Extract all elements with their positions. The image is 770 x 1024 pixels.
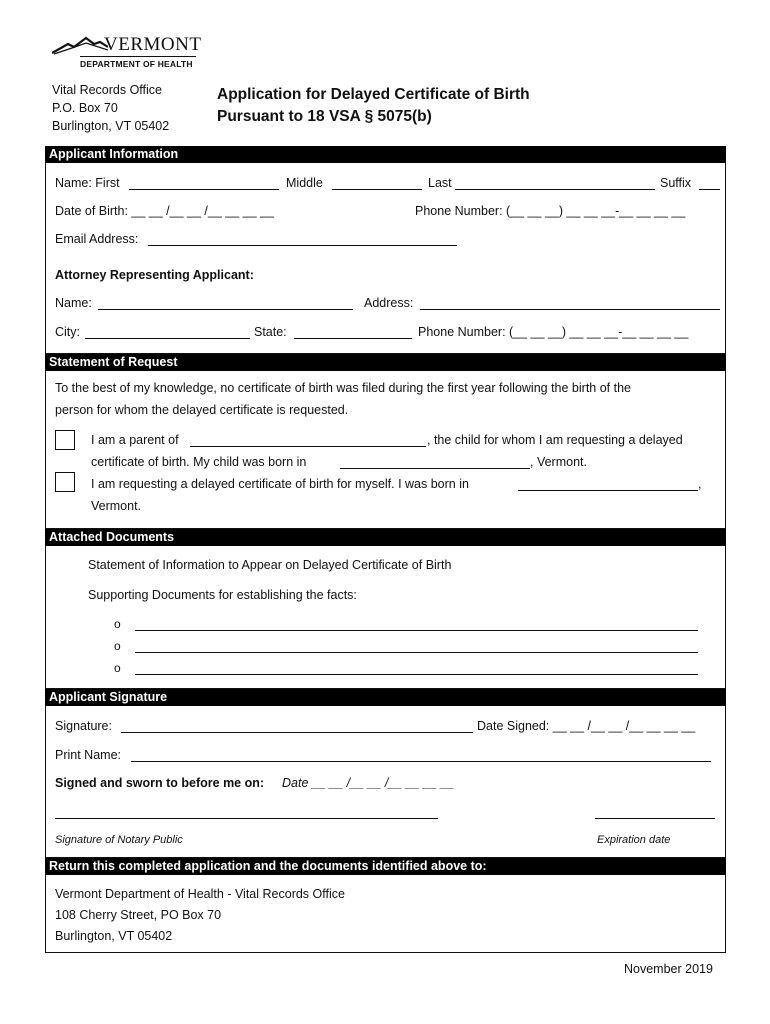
email-label: Email Address:: [55, 232, 139, 246]
self-option-comma: ,: [698, 477, 702, 491]
notary-signature-label: Signature of Notary Public: [55, 834, 183, 846]
attorney-state-label: State:: [254, 325, 287, 339]
office-address: [52, 81, 169, 135]
address-line: P.O. Box 70: [52, 101, 118, 115]
self-checkbox[interactable]: [55, 472, 75, 492]
attorney-address-label: Address:: [364, 296, 414, 310]
return-address-line-3: Burlington, VT 05402: [55, 929, 173, 943]
title-line-2: Pursuant to 18 VSA § 5075(b): [217, 108, 432, 125]
print-name-label: Print Name:: [55, 748, 121, 762]
print-name-field[interactable]: [131, 761, 711, 762]
attorney-phone-field[interactable]: Phone Number: (__ __ __) __ __ __-__ __ __ __: [418, 325, 689, 339]
title-line-1: Application for Delayed Certificate of Birth: [217, 86, 530, 103]
suffix-field[interactable]: [699, 189, 720, 190]
statement-intro-line-1: To the best of my knowledge, no certificate of birth was filed during the first year following the birth of the: [55, 381, 631, 395]
return-heading: Return this completed application and the documents identified above to:: [45, 858, 726, 875]
attorney-name-label: Name:: [55, 296, 92, 310]
self-option-text: I am requesting a delayed certificate of birth for myself. I was born in: [91, 477, 469, 491]
bullet-icon: o: [114, 617, 121, 631]
self-option-text-2: Vermont.: [91, 499, 142, 513]
signature-heading: Applicant Signature: [45, 689, 726, 706]
signature-section: [45, 689, 726, 858]
attached-doc-2: Supporting Documents for establishing the facts:: [88, 588, 357, 602]
last-name-label: Last: [428, 176, 452, 190]
parent-option-text: I am a parent of: [91, 433, 179, 447]
parent-option-text-3: certificate of birth. My child was born in: [91, 455, 307, 469]
signature-field[interactable]: [121, 732, 473, 733]
supporting-document-field[interactable]: [135, 630, 698, 631]
attorney-address-field[interactable]: [420, 309, 720, 310]
sworn-date-field[interactable]: Date __ __ /__ __ /__ __ __ __: [282, 776, 455, 790]
mountain-icon: [52, 36, 108, 56]
middle-name-field[interactable]: [332, 189, 422, 190]
return-address-line-1: Vermont Department of Health - Vital Records Office: [55, 887, 345, 901]
applicant-heading: Applicant Information: [45, 146, 726, 163]
attached-section: [45, 529, 726, 689]
middle-name-label: Middle: [286, 176, 323, 190]
signature-label: Signature:: [55, 719, 112, 733]
parent-checkbox[interactable]: [55, 430, 75, 450]
supporting-document-field[interactable]: [135, 652, 698, 653]
expiration-date-field[interactable]: [595, 818, 715, 819]
logo-word: VERMONT: [104, 34, 202, 55]
notary-signature-field[interactable]: [55, 818, 438, 819]
phone-number-field[interactable]: Phone Number: (__ __ __) __ __ __-__ __ __ __: [415, 204, 686, 218]
attorney-city-field[interactable]: [85, 338, 250, 339]
attached-heading: Attached Documents: [45, 529, 726, 546]
return-address-line-2: 108 Cherry Street, PO Box 70: [55, 908, 222, 922]
bullet-icon: o: [114, 661, 121, 675]
bullet-icon: o: [114, 639, 121, 653]
address-line: Burlington, VT 05402: [52, 119, 170, 133]
sworn-label: Signed and sworn to before me on:: [55, 776, 265, 790]
address-line: Vital Records Office: [52, 83, 163, 97]
parent-option-text-2: , the child for whom I am requesting a delayed: [427, 433, 683, 447]
attorney-name-field[interactable]: [98, 309, 353, 310]
attorney-state-field[interactable]: [294, 338, 412, 339]
child-name-field[interactable]: [190, 446, 426, 447]
revision-date: November 2019: [624, 962, 713, 976]
expiration-date-label: Expiration date: [597, 834, 671, 846]
attorney-heading: Attorney Representing Applicant:: [55, 268, 254, 282]
last-name-field[interactable]: [455, 189, 655, 190]
attached-doc-1: Statement of Information to Appear on Delayed Certificate of Birth: [88, 558, 452, 572]
statement-heading: Statement of Request: [45, 354, 726, 371]
applicant-section: [45, 146, 726, 354]
vermont-health-logo: [52, 34, 202, 74]
form-title: [217, 84, 530, 128]
supporting-document-field[interactable]: [135, 674, 698, 675]
self-birthplace-field[interactable]: [518, 490, 698, 491]
child-birthplace-field[interactable]: [340, 468, 530, 469]
statement-intro-line-2: person for whom the delayed certificate is requested.: [55, 403, 349, 417]
email-field[interactable]: [148, 245, 457, 246]
suffix-label: Suffix: [660, 176, 692, 190]
logo-department: DEPARTMENT OF HEALTH: [80, 59, 193, 69]
attorney-city-label: City:: [55, 325, 80, 339]
first-name-label: Name: First: [55, 176, 120, 190]
parent-option-text-4: , Vermont.: [530, 455, 587, 469]
date-signed-field[interactable]: Date Signed: __ __ /__ __ /__ __ __ __: [477, 719, 696, 733]
date-of-birth-field[interactable]: Date of Birth: __ __ /__ __ /__ __ __ __: [55, 204, 274, 218]
first-name-field[interactable]: [129, 189, 279, 190]
